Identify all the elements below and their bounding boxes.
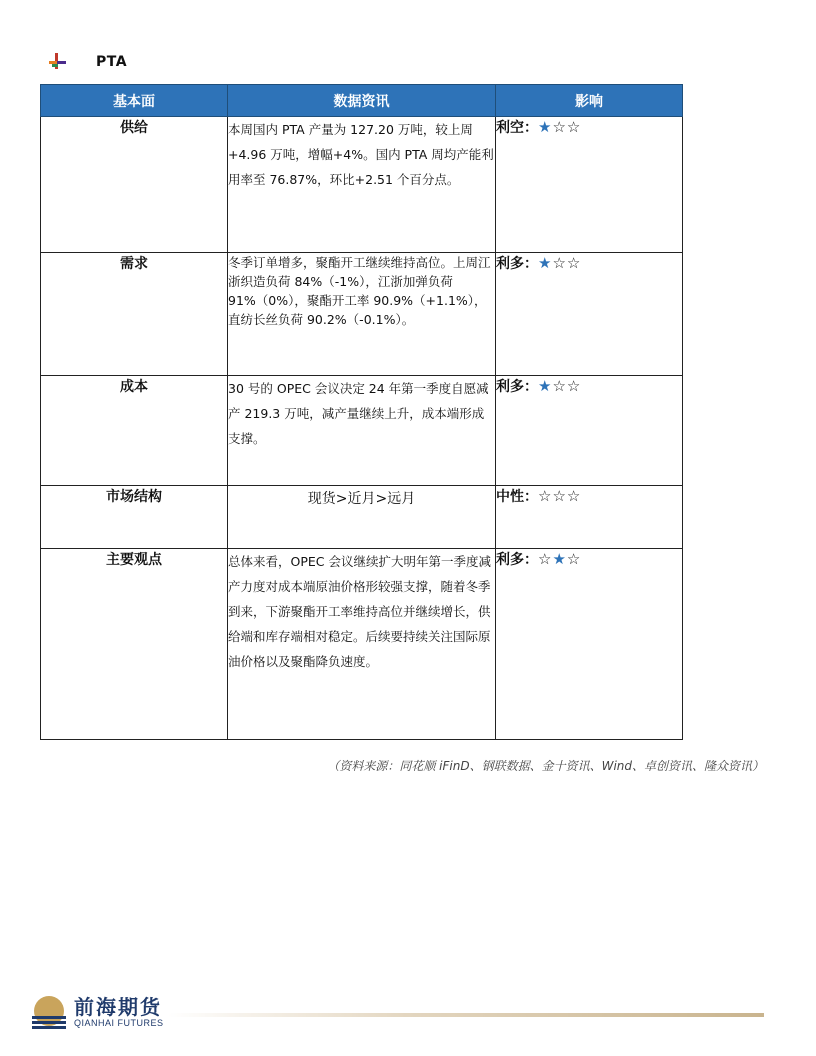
table-row — [41, 486, 683, 549]
header-impact: 影响 — [496, 85, 683, 117]
star-icon: ★ — [552, 550, 567, 568]
star-icon: ☆ — [566, 377, 582, 395]
row-impact — [496, 486, 683, 549]
row-category: 市场结构 — [41, 486, 228, 549]
section-title: PTA — [96, 54, 128, 70]
rating-stars — [538, 118, 581, 136]
star-icon: ★ — [538, 118, 553, 136]
rating-stars — [538, 487, 581, 505]
source-note: （资料来源：同花顺 iFinD、钢联数据、金十资讯、Wind、卓创资讯、隆众资讯） — [327, 759, 764, 773]
star-icon: ☆ — [566, 550, 582, 568]
star-icon: ☆ — [552, 254, 567, 272]
row-info: 冬季订单增多，聚酯开工继续维持高位。上周江浙织造负荷 84%（-1%），江浙加弹负荷 91%（0%），聚酯开工率 90.9%（+1.1%），直纺长丝负荷 90.2%（-0.1%）。 — [228, 253, 496, 376]
logo-text-cn: 前海期货 — [74, 995, 162, 1019]
row-info: 30 号的 OPEC 会议决定 24 年第一季度自愿减产 219.3 万吨，减产量继续上升，成本端形成支撑。 — [228, 376, 496, 486]
rating-stars — [538, 550, 581, 568]
row-impact — [496, 376, 683, 486]
footer-logo — [30, 994, 164, 1030]
row-info: 现货>近月>远月 — [228, 486, 496, 549]
impact-label: 利多： — [496, 552, 538, 568]
impact-label: 中性： — [496, 489, 538, 505]
section-bullet-icon — [46, 51, 68, 73]
star-icon: ☆ — [566, 118, 582, 136]
section-header — [46, 50, 127, 74]
row-category: 主要观点 — [41, 549, 228, 740]
row-info: 本周国内 PTA 产量为 127.20 万吨，较上周+4.96 万吨，增幅+4%。国内 PTA 周均产能利用率至 76.87%，环比+2.51 个百分点。 — [228, 117, 496, 253]
row-impact — [496, 253, 683, 376]
star-icon: ☆ — [552, 118, 567, 136]
impact-label: 利空： — [496, 120, 538, 136]
logo-text-en: QIANHAI FUTURES — [74, 1018, 164, 1028]
star-icon: ★ — [538, 254, 553, 272]
table-row — [41, 117, 683, 253]
rating-stars — [538, 254, 581, 272]
star-icon: ☆ — [538, 550, 553, 568]
table-row — [41, 549, 683, 740]
header-info: 数据资讯 — [228, 85, 496, 117]
impact-label: 利多： — [496, 256, 538, 272]
fundamentals-table — [40, 84, 683, 740]
star-icon: ☆ — [552, 487, 567, 505]
star-icon: ☆ — [566, 254, 582, 272]
row-info: 总体来看，OPEC 会议继续扩大明年第一季度减产力度对成本端原油价格形较强支撑，随着冬季到来，下游聚酯开工率维持高位并继续增长，供给端和库存端相对稳定。后续要持续关注国际原油价格以及聚酯降负速度。 — [228, 549, 496, 740]
company-logo-icon — [30, 994, 68, 1030]
row-category: 需求 — [41, 253, 228, 376]
table-header-row — [41, 85, 683, 117]
row-impact — [496, 549, 683, 740]
star-icon: ☆ — [566, 487, 582, 505]
header-category: 基本面 — [41, 85, 228, 117]
row-category: 供给 — [41, 117, 228, 253]
row-category: 成本 — [41, 376, 228, 486]
star-icon: ☆ — [552, 377, 567, 395]
star-icon: ☆ — [538, 487, 553, 505]
table-row — [41, 376, 683, 486]
impact-label: 利多： — [496, 379, 538, 395]
rating-stars — [538, 377, 581, 395]
footer-divider — [168, 1013, 764, 1017]
row-impact — [496, 117, 683, 253]
table-row — [41, 253, 683, 376]
star-icon: ★ — [538, 377, 553, 395]
